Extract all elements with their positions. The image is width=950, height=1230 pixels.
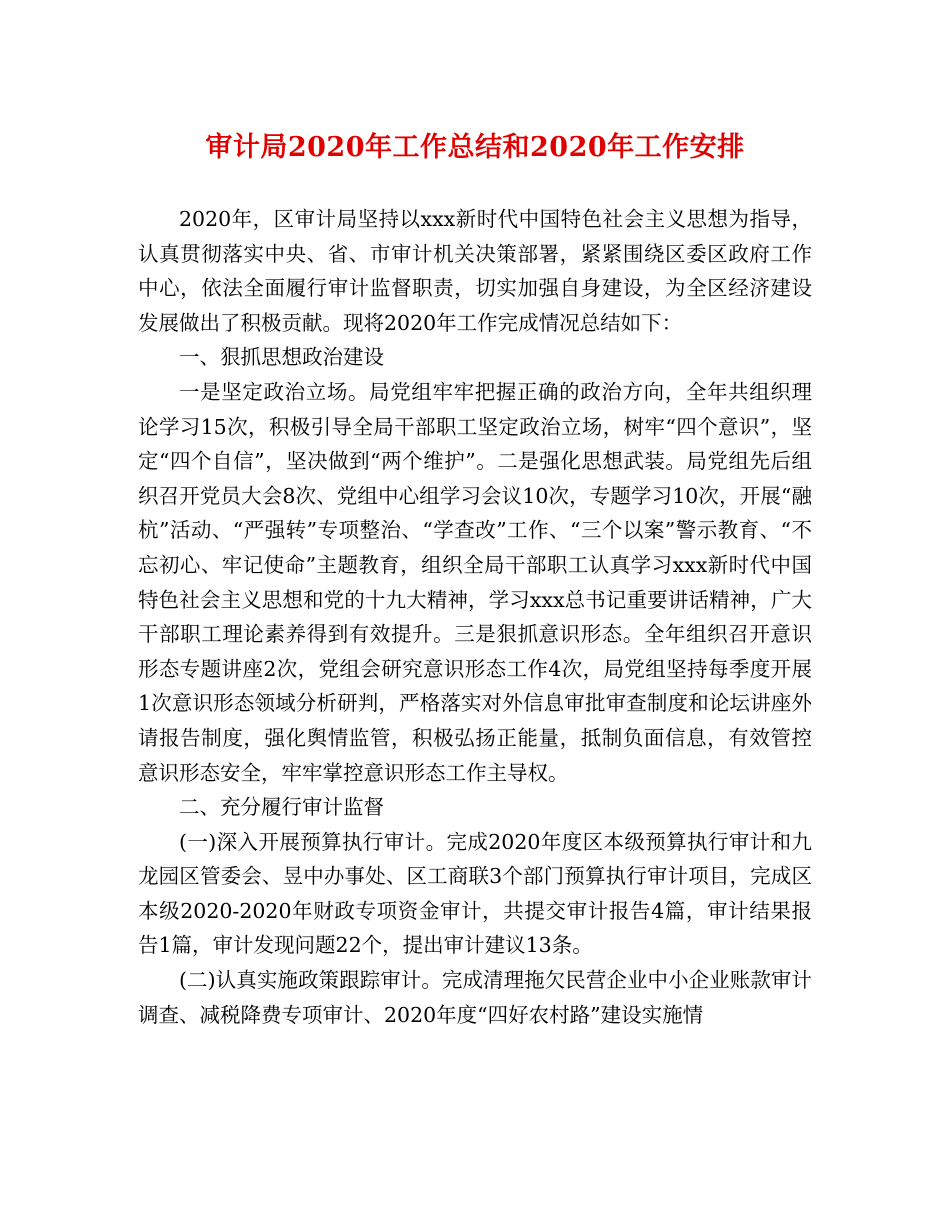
section-1-paragraph: 一是坚定政治立场。局党组牢牢把握正确的政治方向，全年共组织理论学习15次，积极引导全局干部职工坚定政治立场，树牢“四个意识”，坚定“四个自信”，坚决做到“两个维护”。二是强化思想武装。局党组先后组织召开党员大会8次、党组中心组学习会议10次，专题学习10次，开展“融杭”活动、“严强转”专项整治、“学查改”工作、“三个以案”警示教育、“不忘初心、牢记使命”主题教育，组织全局干部职工认真学习xxx新时代中国特色社会主义思想和党的十九大精神，学习xxx总书记重要讲话精神，广大干部职工理论素养得到有效提升。三是狠抓意识形态。全年组织召开意识形态专题讲座2次，党组会研究意识形态工作4次，局党组坚持每季度开展1次意识形态领域分析研判，严格落实对外信息审批审查制度和论坛讲座外请报告制度，强化舆情监管，积极弘扬正能量，抵制负面信息，有效管控意识形态安全，牢牢掌控意识形态工作主导权。	[138, 379, 812, 785]
section-2-item-2: (二)认真实施政策跟踪审计。完成清理拖欠民营企业中小企业账款审计调查、减税降费专项审计、2020年度“四好农村路”建设实施情	[138, 968, 812, 1027]
section-heading-2: 二、充分履行审计监督	[179, 795, 384, 820]
document-title: 审计局2020年工作总结和2020年工作安排	[205, 132, 745, 163]
section-2-item-1: (一)深入开展预算执行审计。完成2020年度区本级预算执行审计和九龙园区管委会、昱中办事处、区工商联3个部门预算执行审计项目，完成区本级2020-2020年财政专项资金审计，共提交审计报告4篇，审计结果报告1篇，审计发现问题22个，提出审计建议13条。	[138, 829, 812, 958]
intro-paragraph: 2020年，区审计局坚持以xxx新时代中国特色社会主义思想为指导，认真贯彻落实中央、省、市审计机关决策部署，紧紧围绕区委区政府工作中心，依法全面履行审计监督职责，切实加强自身建设，为全区经济建设发展做出了积极贡献。现将2020年工作完成情况总结如下：	[138, 207, 812, 335]
document-body	[138, 202, 812, 1032]
section-heading-1: 一、狠抓思想政治建设	[179, 345, 384, 370]
